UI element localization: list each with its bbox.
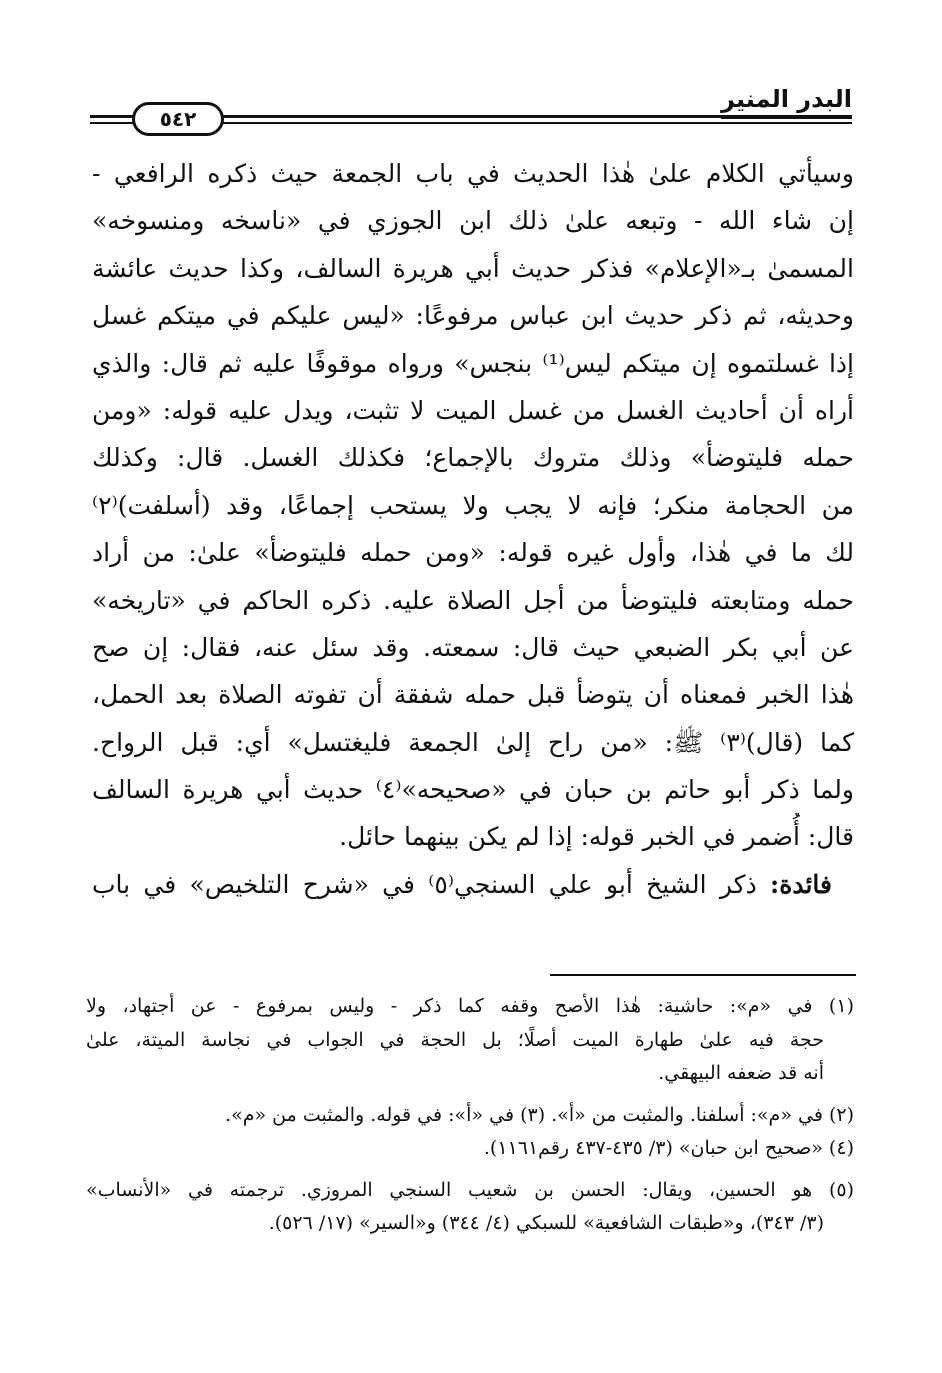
text-line: حمله ومتابعته فليتوضأ من أجل الصلاة عليه. ذكره الحاكم في «تاريخه» bbox=[92, 585, 854, 615]
footnote-2-3-line: (٢) في «م»: أسلفنا. والمثبت من «أ». (٣) في «أ»: في قوله. والمثبت من «م». bbox=[225, 1103, 854, 1126]
fa-ida-paragraph bbox=[92, 861, 854, 908]
footnote-4-line: (٤) «صحيح ابن حبان» (٣/ ٤٣٥-٤٣٧ رقم١١٦١). bbox=[483, 1137, 854, 1159]
footnote-1-line: أنه قد ضعفه البيهقي. bbox=[658, 1062, 824, 1084]
fa-ida-text: ذكر الشيخ أبو علي السنجي⁽٥⁾ في «شرح التلخيص» في باب bbox=[92, 869, 757, 899]
text-line: لك ما في هٰذا، وأول غيره قوله: «ومن حمله فليتوضأ» علىٰ: من أراد bbox=[92, 538, 854, 568]
text-line: أراه أن أحاديث الغسل من غسل الميت لا تثبت، ويدل عليه قوله: «ومن bbox=[92, 395, 854, 425]
text-line: وسيأتي الكلام علىٰ هٰذا الحديث في باب الجمعة حيث ذكره الرافعي - bbox=[92, 159, 854, 188]
footnotes bbox=[86, 990, 854, 1241]
text-line: كما (قال)⁽٣⁾ ﷺ: «من راح إلىٰ الجمعة فليغتسل» أي: قبل الرواح. bbox=[92, 727, 854, 757]
page-header bbox=[90, 84, 852, 132]
text-line: هٰذا الخبر فمعناه أن يتوضأ قبل حمله شفقة أن تفوته الصلاة بعد الحمل، bbox=[92, 680, 854, 710]
footnote-1-line: (١) في «م»: حاشية: هٰذا الأصح وقفه كما ذكر - وليس بمرفوع - عن أجتهاد، ولا bbox=[86, 995, 854, 1017]
text-line: عن أبي بكر الضبعي حيث قال: سمعته. وقد سئل عنه، فقال: إن صح bbox=[92, 632, 854, 662]
text-line: وحديثه، ثم ذكر حديث ابن عباس مرفوعًا: «ليس عليكم في ميتكم غسل bbox=[92, 301, 854, 331]
text-line: من الحجامة منكر؛ فإنه لا يجب ولا يستحب إجماعًا، وقد (أسلفت)⁽٢⁾ bbox=[92, 490, 854, 520]
page-number: ٥٤٢ bbox=[132, 102, 224, 136]
text-line: قال: أُضمر في الخبر قوله: إذا لم يكن بينهما حائل. bbox=[339, 822, 854, 852]
text-line: المسمىٰ بـ«الإعلام» فذكر حديث أبي هريرة السالف، وكذا حديث عائشة bbox=[92, 253, 854, 283]
text-line: إن شاء الله - وتبعه علىٰ ذلك ابن الجوزي في «ناسخه ومنسوخه» bbox=[92, 206, 854, 236]
text-line: حمله فليتوضأ» وذلك متروك بالإجماع؛ فكذلك الغسل. قال: وكذلك bbox=[92, 443, 854, 473]
main-text bbox=[92, 150, 854, 908]
running-title: البدر المنير bbox=[721, 84, 852, 119]
text-line: ولما ذكر أبو حاتم بن حبان في «صحيحه»⁽٤⁾ حديث أبي هريرة السالف bbox=[92, 775, 854, 805]
footnote-5-line: (٥) هو الحسين، ويقال: الحسن بن شعيب السنجي المروزي. ترجمته في «الأنساب» bbox=[86, 1178, 854, 1201]
footnote-1-line: حجة فيه علىٰ طهارة الميت أصلًا؛ بل الحجة في الجواب في نجاسة الميتة، علىٰ bbox=[86, 1028, 824, 1051]
fa-ida-label: فائدة: bbox=[770, 869, 832, 899]
footnote-separator bbox=[550, 974, 856, 976]
text-line: إذا غسلتموه إن ميتكم ليس⁽¹⁾ بنجس» ورواه موقوفًا عليه ثم قال: والذي bbox=[92, 348, 854, 378]
footnote-5-line: (٣/ ٣٤٣)، و«طبقات الشافعية» للسبكي (٤/ ٣٤٤) و«السير» (١٧/ ٥٢٦). bbox=[268, 1212, 824, 1234]
